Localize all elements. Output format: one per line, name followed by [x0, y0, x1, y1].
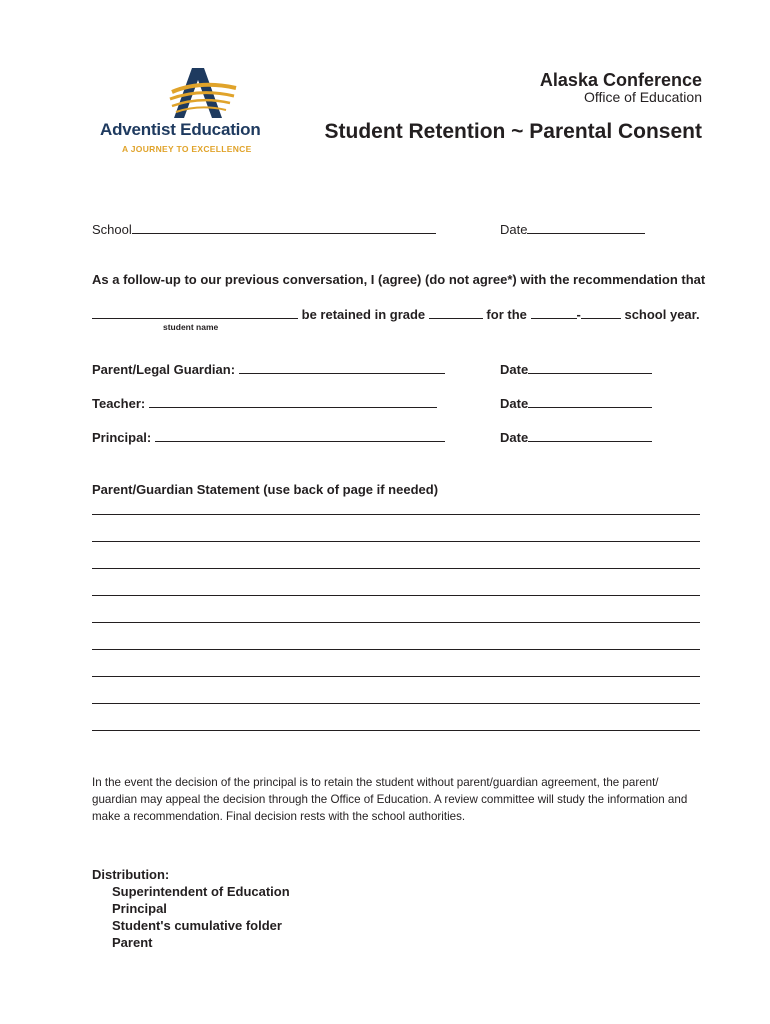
date-input-line[interactable] — [528, 430, 652, 442]
office-name: Office of Education — [583, 89, 702, 105]
student-name-input-line[interactable] — [92, 307, 298, 319]
consent-sentence: As a follow-up to our previous conversation, I (agree) (do not agree*) with the recommendation that — [92, 272, 706, 287]
parent-signature-line[interactable] — [239, 362, 445, 374]
school-input-line[interactable] — [132, 222, 436, 234]
date-label: Date — [500, 222, 528, 237]
logo-a-icon — [100, 66, 295, 126]
date-input-line[interactable] — [528, 396, 652, 408]
principal-signature-field — [92, 430, 445, 445]
date-field-teacher — [500, 396, 652, 411]
teacher-signature-line[interactable] — [149, 396, 437, 408]
statement-line[interactable] — [92, 730, 700, 731]
date-input-line[interactable] — [527, 222, 645, 234]
retention-line — [92, 307, 700, 322]
statement-line[interactable] — [92, 568, 700, 569]
teacher-signature-field — [92, 396, 437, 411]
statement-line[interactable] — [92, 703, 700, 704]
date-field-parent — [500, 362, 652, 377]
date-field-school — [500, 222, 645, 237]
parent-signature-field — [92, 362, 445, 377]
date-input-line[interactable] — [528, 362, 652, 374]
grade-input-line[interactable] — [429, 307, 483, 319]
statement-line[interactable] — [92, 514, 700, 515]
year-end-input-line[interactable] — [581, 307, 621, 319]
logo-wordmark: Adventist Education — [100, 120, 261, 139]
principal-label: Principal: — [92, 430, 152, 445]
date-field-principal — [500, 430, 652, 445]
school-field — [92, 222, 436, 237]
statement-line[interactable] — [92, 595, 700, 596]
school-label: School — [92, 222, 132, 237]
appeal-paragraph: In the event the decision of the principal is to retain the student without parent/guardian agreement, the parent/ guardian may appeal the decision through the Office of Education. A review committee will study the information and make a recommendation. Final decision rests with the school authorities. — [92, 776, 688, 823]
principal-signature-line[interactable] — [155, 430, 445, 442]
year-start-input-line[interactable] — [531, 307, 577, 319]
retained-text: be retained in grade — [301, 307, 426, 322]
page-title: Student Retention ~ Parental Consent — [324, 120, 702, 143]
date-label: Date — [500, 396, 529, 411]
conference-name: Alaska Conference — [539, 70, 702, 90]
student-name-caption: student name — [163, 322, 219, 332]
distribution-item: Student's cumulative folder — [112, 918, 282, 933]
logo-tagline: A JOURNEY TO EXCELLENCE — [122, 144, 252, 154]
date-label: Date — [500, 430, 529, 445]
teacher-label: Teacher: — [92, 396, 146, 411]
statement-line[interactable] — [92, 649, 700, 650]
school-year-text: school year. — [624, 307, 700, 322]
parent-label: Parent/Legal Guardian: — [92, 362, 236, 377]
statement-line[interactable] — [92, 541, 700, 542]
for-the-text: for the — [486, 307, 527, 322]
distribution-item: Parent — [112, 935, 153, 950]
statement-line[interactable] — [92, 676, 700, 677]
date-label: Date — [500, 362, 529, 377]
year-dash: - — [576, 307, 581, 322]
distribution-item: Principal — [112, 901, 167, 916]
distribution-label: Distribution: — [92, 867, 170, 882]
adventist-education-logo — [100, 66, 295, 158]
statement-label: Parent/Guardian Statement (use back of page if needed) — [92, 482, 439, 497]
statement-line[interactable] — [92, 622, 700, 623]
distribution-item: Superintendent of Education — [112, 884, 290, 899]
